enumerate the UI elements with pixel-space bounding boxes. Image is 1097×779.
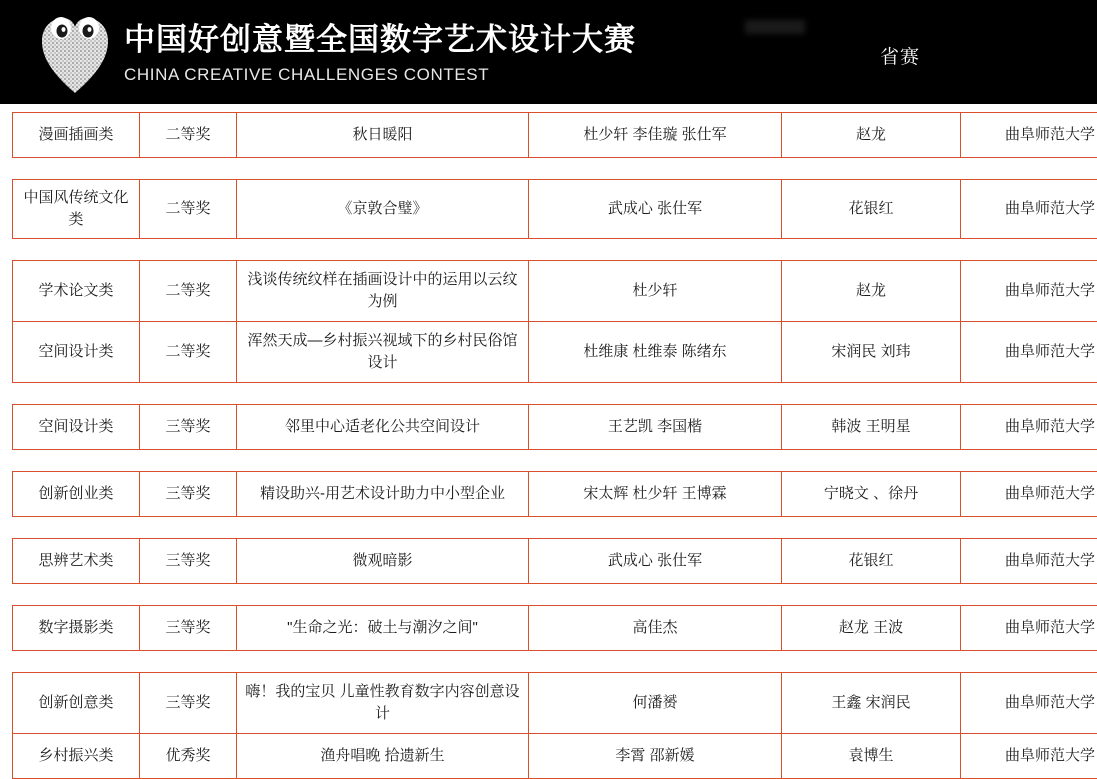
row-spacer-cell	[13, 516, 1097, 538]
cell-work: 渔舟唱晚 拾遗新生	[237, 733, 529, 778]
table-row	[13, 404, 1097, 449]
row-spacer	[13, 158, 1097, 180]
cell-work: "生命之光：破土与潮汐之间"	[237, 605, 529, 650]
cell-advisors: 赵龙 王波	[782, 605, 961, 650]
cell-organization: 曲阜师范大学	[961, 180, 1097, 239]
cell-work: 微观暗影	[237, 538, 529, 583]
table-row	[13, 538, 1097, 583]
table-row	[13, 321, 1097, 382]
cell-authors: 高佳杰	[529, 605, 782, 650]
cell-category: 空间设计类	[13, 321, 140, 382]
row-spacer-cell	[13, 583, 1097, 605]
cell-category: 创新创意类	[13, 672, 140, 733]
row-spacer	[13, 516, 1097, 538]
cell-authors: 李霄 邵新媛	[529, 733, 782, 778]
awards-table-wrap	[0, 104, 1097, 779]
cell-prize: 三等奖	[140, 672, 237, 733]
table-row	[13, 113, 1097, 158]
row-spacer	[13, 238, 1097, 260]
cell-advisors: 宁晓文 、徐丹	[782, 471, 961, 516]
cell-category: 乡村振兴类	[13, 733, 140, 778]
cell-category: 数字摄影类	[13, 605, 140, 650]
table-row	[13, 605, 1097, 650]
banner-title-en: CHINA CREATIVE CHALLENGES CONTEST	[124, 62, 636, 88]
cell-category: 空间设计类	[13, 404, 140, 449]
table-row	[13, 672, 1097, 733]
cell-advisors: 袁博生	[782, 733, 961, 778]
cell-work: 邻里中心适老化公共空间设计	[237, 404, 529, 449]
cell-authors: 宋太辉 杜少轩 王博霖	[529, 471, 782, 516]
row-spacer	[13, 382, 1097, 404]
cell-organization: 曲阜师范大学	[961, 471, 1097, 516]
cell-prize: 三等奖	[140, 404, 237, 449]
row-spacer	[13, 449, 1097, 471]
banner-title-block	[124, 17, 636, 87]
cell-prize: 二等奖	[140, 321, 237, 382]
cell-authors: 杜少轩 李佳璇 张仕军	[529, 113, 782, 158]
cell-organization: 曲阜师范大学	[961, 404, 1097, 449]
cell-organization: 曲阜师范大学	[961, 672, 1097, 733]
row-spacer-cell	[13, 650, 1097, 672]
cell-work: 精设助兴-用艺术设计助力中小型企业	[237, 471, 529, 516]
cell-prize: 二等奖	[140, 113, 237, 158]
cell-organization: 曲阜师范大学	[961, 538, 1097, 583]
banner-stage-label: 省赛	[880, 42, 920, 69]
cell-advisors: 王鑫 宋润民	[782, 672, 961, 733]
cell-work: 《京敦合璧》	[237, 180, 529, 239]
cell-organization: 曲阜师范大学	[961, 113, 1097, 158]
cell-advisors: 赵龙	[782, 260, 961, 321]
cell-authors: 杜少轩	[529, 260, 782, 321]
cell-category: 创新创业类	[13, 471, 140, 516]
cell-prize: 二等奖	[140, 260, 237, 321]
row-spacer	[13, 650, 1097, 672]
cell-authors: 武成心 张仕军	[529, 538, 782, 583]
banner-smudge	[745, 20, 805, 34]
row-spacer-cell	[13, 382, 1097, 404]
banner-brand	[40, 8, 636, 96]
row-spacer-cell	[13, 449, 1097, 471]
cell-organization: 曲阜师范大学	[961, 605, 1097, 650]
cell-advisors: 韩波 王明星	[782, 404, 961, 449]
cell-category: 思辨艺术类	[13, 538, 140, 583]
cell-work: 浑然天成—乡村振兴视域下的乡村民俗馆设计	[237, 321, 529, 382]
cell-work: 秋日暖阳	[237, 113, 529, 158]
cell-organization: 曲阜师范大学	[961, 733, 1097, 778]
cell-prize: 二等奖	[140, 180, 237, 239]
table-row	[13, 180, 1097, 239]
row-spacer-cell	[13, 158, 1097, 180]
cell-prize: 优秀奖	[140, 733, 237, 778]
table-row	[13, 471, 1097, 516]
cell-advisors: 花银红	[782, 180, 961, 239]
cell-category: 中国风传统文化类	[13, 180, 140, 239]
cell-prize: 三等奖	[140, 471, 237, 516]
cell-work: 浅谈传统纹样在插画设计中的运用以云纹为例	[237, 260, 529, 321]
heart-panda-logo-icon	[40, 10, 110, 94]
banner-title-cn: 中国好创意暨全国数字艺术设计大赛	[124, 21, 636, 60]
cell-authors: 杜维康 杜维泰 陈绪东	[529, 321, 782, 382]
table-row	[13, 733, 1097, 778]
cell-category: 学术论文类	[13, 260, 140, 321]
cell-authors: 王艺凯 李国楷	[529, 404, 782, 449]
cell-authors: 武成心 张仕军	[529, 180, 782, 239]
row-spacer-cell	[13, 238, 1097, 260]
cell-advisors: 花银红	[782, 538, 961, 583]
awards-table	[12, 112, 1097, 779]
cell-organization: 曲阜师范大学	[961, 260, 1097, 321]
cell-advisors: 赵龙	[782, 113, 961, 158]
cell-category: 漫画插画类	[13, 113, 140, 158]
cell-organization: 曲阜师范大学	[961, 321, 1097, 382]
cell-prize: 三等奖	[140, 605, 237, 650]
cell-prize: 三等奖	[140, 538, 237, 583]
page-banner	[0, 0, 1097, 104]
row-spacer	[13, 583, 1097, 605]
cell-work: 嗨！我的宝贝 儿童性教育数字内容创意设计	[237, 672, 529, 733]
cell-authors: 何潘赟	[529, 672, 782, 733]
table-row	[13, 260, 1097, 321]
cell-advisors: 宋润民 刘玮	[782, 321, 961, 382]
